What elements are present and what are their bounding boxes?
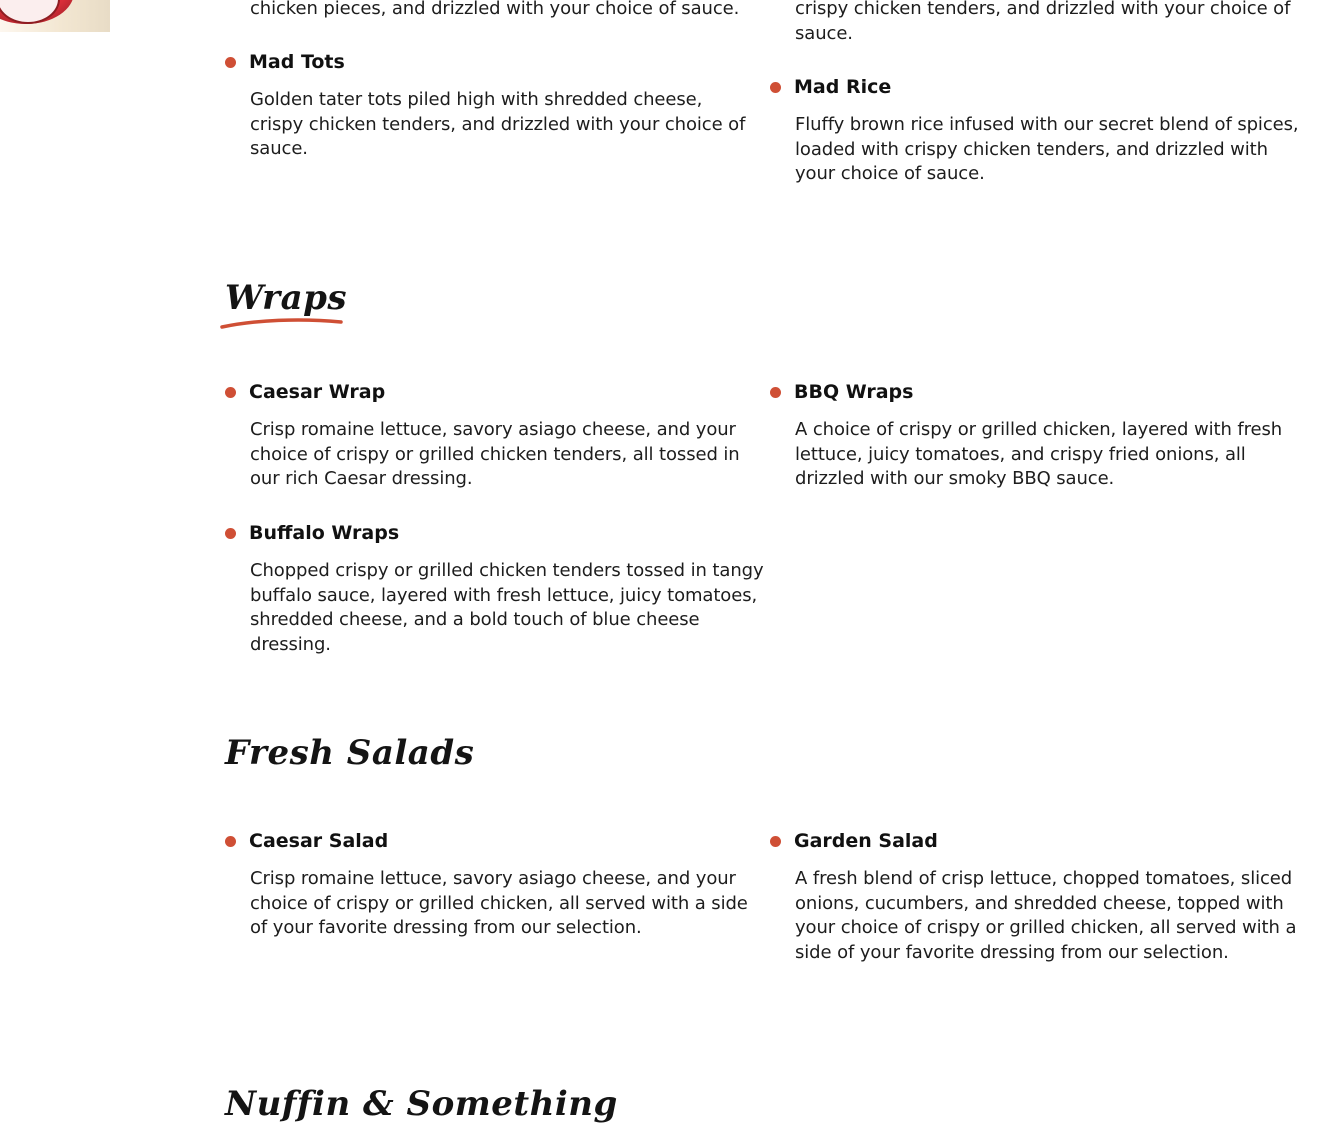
menu-item-mad-tots	[225, 51, 755, 162]
menu-item-description: chicken pieces, and drizzled with your choice of sauce.	[250, 0, 740, 19]
menu-item-mad-rice	[770, 76, 1300, 187]
menu-item-name: Buffalo Wraps	[249, 522, 400, 544]
menu-item-name: Garden Salad	[794, 830, 938, 852]
menu-item-garden-salad	[770, 830, 1300, 966]
menu-item-name: BBQ Wraps	[794, 381, 914, 403]
menu-item-description: A fresh blend of crisp lettuce, chopped tomatoes, sliced onions, cucumbers, and shredded cheese, topped with your choice of crispy or grilled chicken, all served with a side of your favorite dressing from our selection.	[795, 868, 1297, 964]
menu-item-description: Fluffy brown rice infused with our secret blend of spices, loaded with crispy chicken tenders, and drizzled with your choice of sauce.	[795, 114, 1299, 185]
section-title-fresh-salads: Fresh Salads	[225, 733, 475, 773]
bullet-dot-icon	[770, 82, 781, 93]
menu-item-name: Caesar Salad	[249, 830, 389, 852]
menu-item-description: Golden tater tots piled high with shredded cheese, crispy chicken tenders, and drizzled with your choice of sauce.	[250, 89, 746, 160]
menu-item-name: Mad Rice	[794, 76, 892, 98]
title-underline	[220, 316, 344, 330]
bullet-dot-icon	[770, 836, 781, 847]
bullet-dot-icon	[225, 57, 236, 68]
bullet-dot-icon	[225, 387, 236, 398]
menu-item-description: crispy chicken tenders, and drizzled with your choice of sauce.	[795, 0, 1291, 44]
menu-item-description: A choice of crispy or grilled chicken, layered with fresh lettuce, juicy tomatoes, and crispy fried onions, all drizzled with our smoky BBQ sauce.	[795, 419, 1283, 490]
bullet-dot-icon	[770, 387, 781, 398]
section-title-wraps: Wraps	[225, 278, 348, 318]
menu-item-buffalo-wraps	[225, 522, 765, 658]
section-title-next: Nuffin & Something	[225, 1084, 618, 1124]
bullet-dot-icon	[225, 528, 236, 539]
menu-item-name: Mad Tots	[249, 51, 345, 73]
product-image	[0, 0, 110, 32]
menu-item-caesar-wrap	[225, 381, 755, 492]
menu-item-description: Crisp romaine lettuce, savory asiago cheese, and your choice of crispy or grilled chicken, all served with a side of your favorite dressing from our selection.	[250, 868, 748, 939]
menu-item-bbq-wraps	[770, 381, 1300, 492]
menu-item-description: Chopped crispy or grilled chicken tenders tossed in tangy buffalo sauce, layered with fresh lettuce, juicy tomatoes, shredded cheese, and a bold touch of blue cheese dressing.	[250, 560, 764, 656]
menu-item-caesar-salad	[225, 830, 755, 941]
bullet-dot-icon	[225, 836, 236, 847]
menu-item-description: Crisp romaine lettuce, savory asiago cheese, and your choice of crispy or grilled chicken tenders, all tossed in our rich Caesar dressing.	[250, 419, 740, 490]
menu-item-name: Caesar Wrap	[249, 381, 386, 403]
